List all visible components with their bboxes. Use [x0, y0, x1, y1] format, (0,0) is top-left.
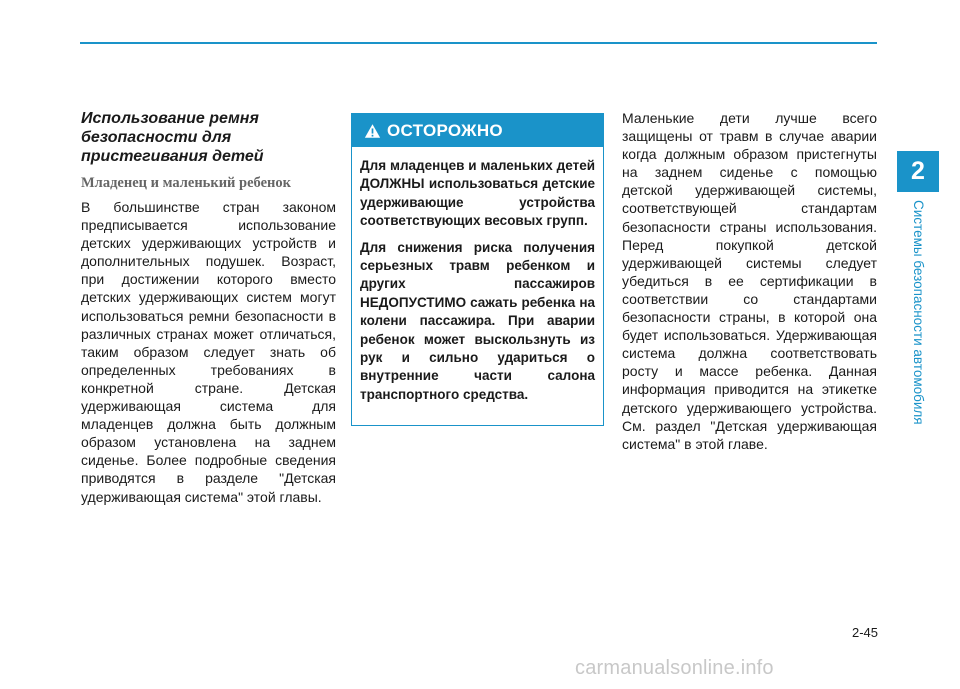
page-number: 2-45: [851, 625, 878, 640]
warning-title: ОСТОРОЖНО: [387, 120, 503, 140]
left-column: [81, 109, 336, 506]
watermark: carmanualsonline.info: [575, 657, 774, 679]
chapter-title: Системы безопасности автомобиля: [911, 200, 926, 425]
left-body-paragraph: В большинстве стран законом предписывается использование детских удерживающих устройств и дополнительных подушек. Возраст, при достижении которого вместо детских удерживающих систем могут использоваться ремни безопасности в различных странах может отличаться, таким образом следует знать об определенных требованиях в конкретной стране. Детская удерживающая система для младенцев должна быть должным образом установлена на заднем сиденье. Более подробные сведения приводятся в разделе "Детская удерживающая система" этой главы.: [81, 199, 336, 505]
chapter-number: 2: [911, 157, 925, 185]
warning-triangle-icon: [364, 123, 381, 139]
warning-box: [351, 113, 604, 426]
warning-header: [352, 114, 603, 147]
warning-paragraph: Для младенцев и маленьких детей ДОЛЖНЫ использоваться детские удерживающие устройства соответствующих весовых групп.: [360, 158, 595, 229]
subheading: Младенец и маленький ребенок: [81, 175, 291, 191]
section-heading: Использование ремня безопасности для пристегивания детей: [81, 110, 264, 165]
warning-body: [352, 147, 603, 404]
right-column: [622, 109, 877, 453]
top-rule: [80, 42, 877, 44]
chapter-number-tab: [897, 151, 939, 192]
right-body-paragraph: Маленькие дети лучше всего защищены от травм в случае аварии когда должным образом пристегнуты на заднем сиденье с помощью детской удерживающей системы, соответствующей стандартам безопасности страны использования. Перед покупкой детской удерживающей системы следует убедиться в ее сертификации в соответствии со стандартами безопасности страны, в которой она будет использоваться. Удерживающая система должна соответствовать росту и массе ребенка. Данная информация приводится на этикетке детского удерживающего устройства. См. раздел "Детская удерживающая система" в этой главе.: [622, 110, 877, 452]
warning-paragraph: Для снижения риска получения серьезных травм ребенком и других пассажиров НЕДОПУСТИМО сажать ребенка на колени пассажира. При аварии ребенок может выскользнуть из рук и сильно удариться о внутренние части салона транспортного средства.: [360, 239, 595, 402]
